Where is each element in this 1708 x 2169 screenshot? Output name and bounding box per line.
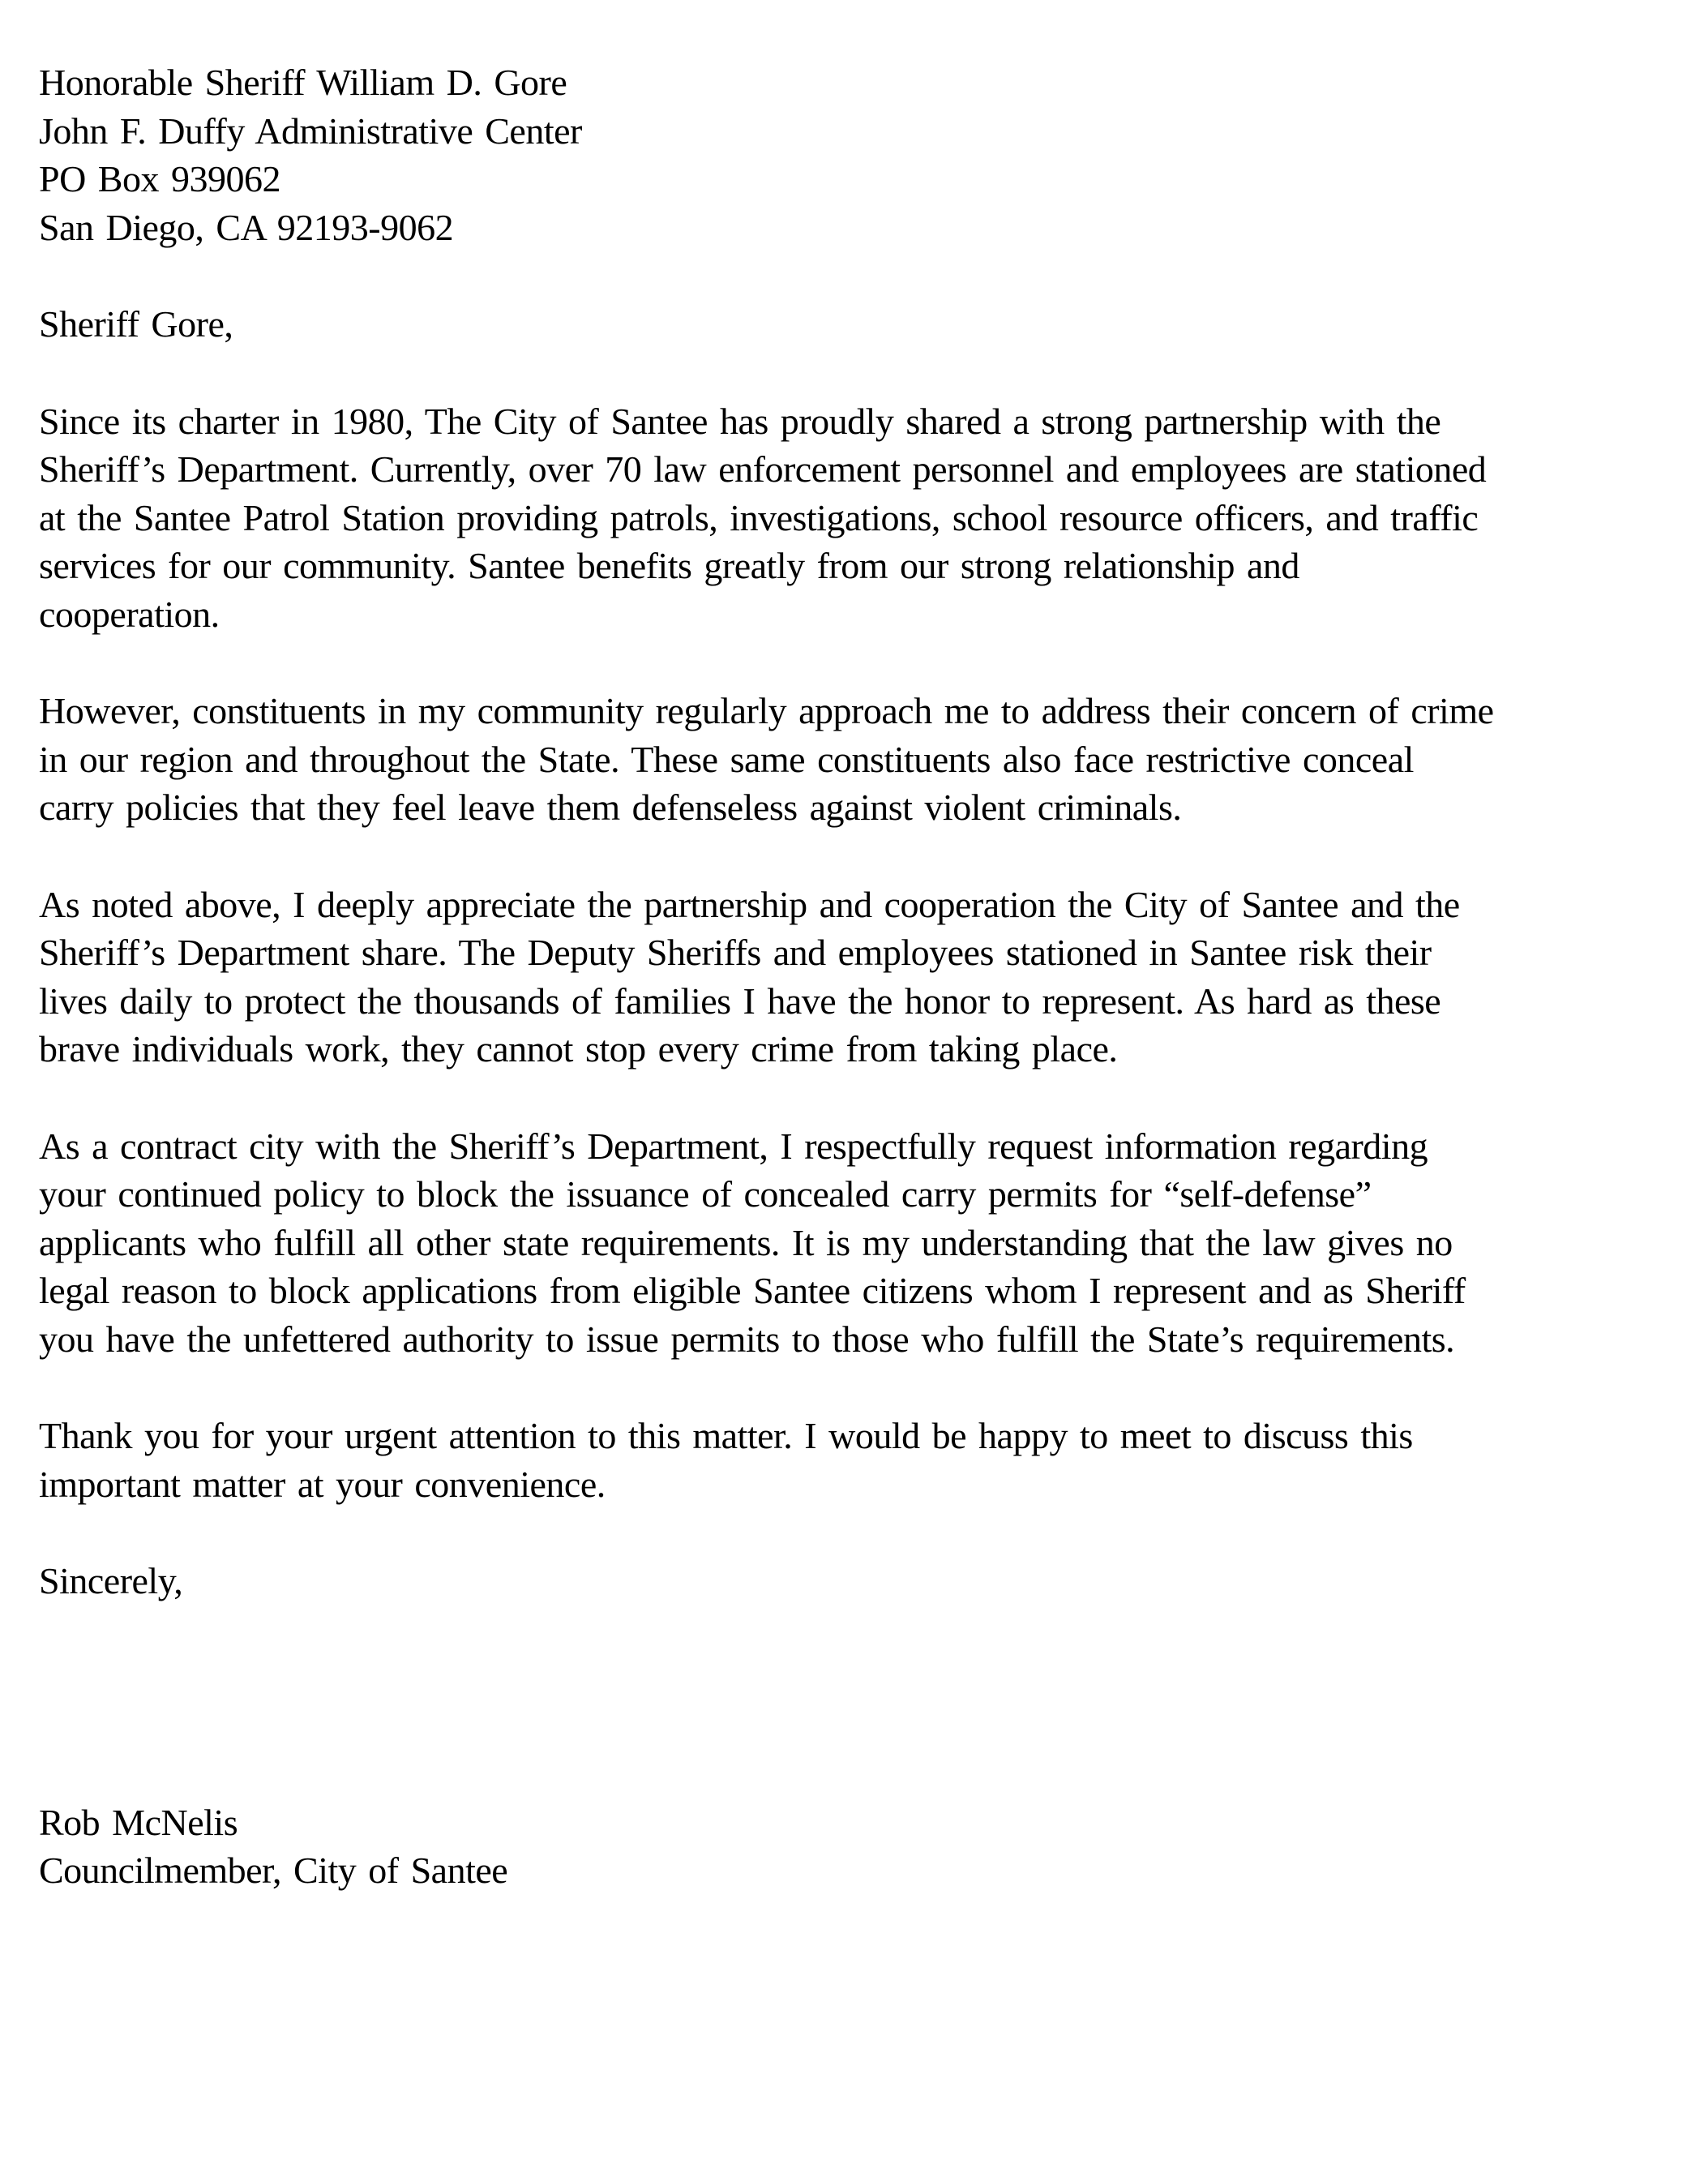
paragraph-line: in our region and throughout the State. These same constituents also face restrictive conceal xyxy=(39,738,1414,780)
paragraph-line: legal reason to block applications from eligible Santee citizens whom I represent and as Sheriff xyxy=(39,1270,1466,1311)
paragraph-line: cooperation. xyxy=(39,593,220,635)
recipient-address xyxy=(39,58,1684,251)
paragraph-line: Sheriff’s Department share. The Deputy Sheriffs and employees stationed in Santee risk their xyxy=(39,932,1432,973)
paragraph-2 xyxy=(39,687,1684,832)
closing: Sincerely, xyxy=(39,1560,183,1601)
paragraph-line: brave individuals work, they cannot stop every crime from taking place. xyxy=(39,1028,1118,1069)
paragraph-line: lives daily to protect the thousands of families I have the honor to represent. As hard as these xyxy=(39,979,1441,1022)
paragraph-line: As a contract city with the Sheriff’s Department, I respectfully request information regarding xyxy=(39,1125,1428,1167)
paragraph-line: important matter at your convenience. xyxy=(39,1463,606,1505)
recipient-po-box: PO Box 939062 xyxy=(39,158,280,199)
recipient-building: John F. Duffy Administrative Center xyxy=(39,109,582,152)
paragraph-line: carry policies that they feel leave them defenseless against violent criminals. xyxy=(39,787,1182,828)
paragraph-line: However, constituents in my community regularly approach me to address their concern of crime xyxy=(39,690,1494,731)
recipient-city-state-zip: San Diego, CA 92193-9062 xyxy=(39,206,454,248)
paragraph-1 xyxy=(39,397,1684,639)
paragraph-line: As noted above, I deeply appreciate the partnership and cooperation the City of Santee and the xyxy=(39,883,1460,925)
paragraph-line: your continued policy to block the issuance of concealed carry permits for “self-defense” xyxy=(39,1173,1372,1215)
paragraph-line: Sheriff’s Department. Currently, over 70 law enforcement personnel and employees are stationed xyxy=(39,448,1487,490)
recipient-name: Honorable Sheriff William D. Gore xyxy=(39,62,567,103)
signer-title: Councilmember, City of Santee xyxy=(39,1850,508,1891)
salutation: Sheriff Gore, xyxy=(39,303,233,345)
paragraph-line: Since its charter in 1980, The City of Santee has proudly shared a strong partnership with the xyxy=(39,400,1441,442)
signer-name: Rob McNelis xyxy=(39,1801,238,1843)
paragraph-4 xyxy=(39,1122,1684,1364)
paragraph-line: Thank you for your urgent attention to this matter. I would be happy to meet to discuss this xyxy=(39,1415,1413,1456)
signature-block xyxy=(39,1798,1684,1895)
paragraph-line: applicants who fulfill all other state requirements. It is my understanding that the law gives no xyxy=(39,1221,1453,1263)
paragraph-line: at the Santee Patrol Station providing patrols, investigations, school resource officers, and traffic xyxy=(39,496,1479,538)
paragraph-5 xyxy=(39,1412,1684,1508)
paragraph-3 xyxy=(39,881,1684,1074)
letter xyxy=(39,58,1684,1895)
paragraph-line: services for our community. Santee benefits greatly from our strong relationship and xyxy=(39,545,1299,586)
paragraph-line: you have the unfettered authority to issue permits to those who fulfill the State’s requirements. xyxy=(39,1318,1455,1360)
